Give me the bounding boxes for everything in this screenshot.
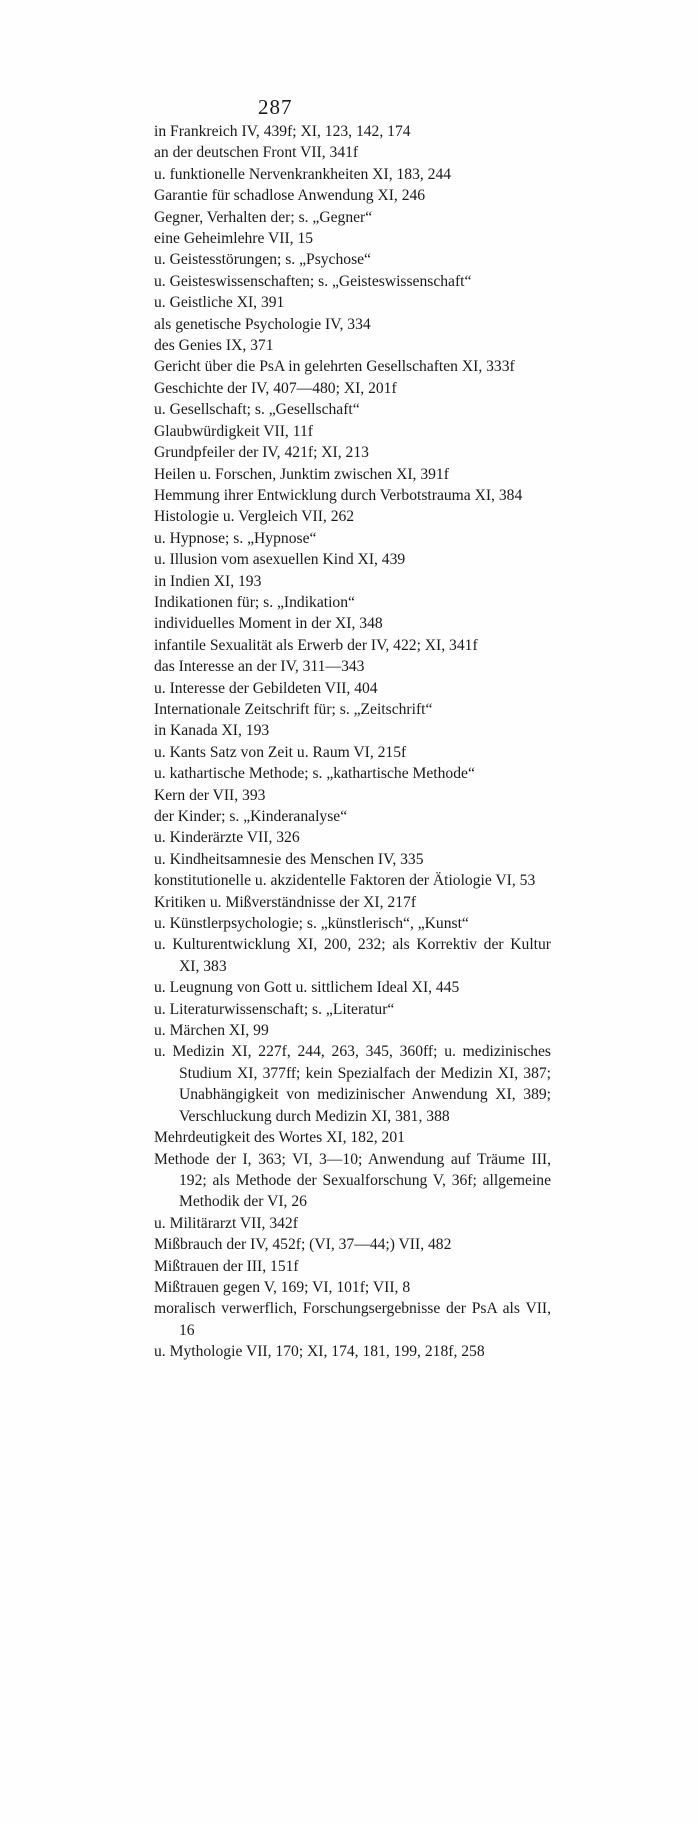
index-entry: u. funktionelle Nervenkrankheiten XI, 183, 244 <box>154 165 452 183</box>
page-number: 287 <box>258 95 293 119</box>
index-entry: Kritiken u. Mißverständnisse der XI, 217f <box>154 893 417 911</box>
index-entry: u. Kulturentwicklung XI, 200, 232; als Korrektiv der Kultur XI, 383 <box>154 936 551 975</box>
index-entry: u. Leugnung von Gott u. sittlichem Ideal XI, 445 <box>154 979 460 997</box>
index-entry: u. Interesse der Gebildeten VII, 404 <box>154 679 378 697</box>
index-entry: der Kinder; s. „Kinderanalyse“ <box>154 808 348 825</box>
index-entry: in Frankreich IV, 439f; XI, 123, 142, 174 <box>154 123 411 140</box>
index-entry: u. Geistesstörungen; s. „Psychose“ <box>154 251 371 269</box>
index-entry: u. Gesellschaft; s. „Gesellschaft“ <box>154 401 360 419</box>
index-entry: Kern der VII, 393 <box>154 786 266 804</box>
index-entry: Hemmung ihrer Entwicklung durch Verbotstrauma XI, 384 <box>154 486 523 504</box>
index-entry: Internationale Zeitschrift für; s. „Zeitschrift“ <box>154 700 433 718</box>
index-entry: Mißtrauen der III, 151f <box>154 1257 299 1275</box>
index-entry: u. kathartische Methode; s. „kathartische Methode“ <box>154 765 475 783</box>
index-entry: moralisch verwerflich, Forschungsergebnisse der PsA als VII, 16 <box>154 1300 551 1339</box>
index-entry: u. Illusion vom asexuellen Kind XI, 439 <box>154 551 406 569</box>
index-entry: Glaubwürdigkeit VII, 11f <box>154 422 313 440</box>
index-entry: konstitutionelle u. akzidentelle Faktoren der Ätiologie VI, 53 <box>154 872 536 890</box>
index-entry: Mehrdeutigkeit des Wortes XI, 182, 201 <box>154 1129 405 1147</box>
index-entry: u. Geistliche XI, 391 <box>154 294 285 312</box>
index-entry: u. Geisteswissenschaften; s. „Geisteswissenschaft“ <box>154 272 472 290</box>
index-entry: Grundpfeiler der IV, 421f; XI, 213 <box>154 444 369 462</box>
index-entry: an der deutschen Front VII, 341f <box>154 144 359 162</box>
index-entry: u. Mythologie VII, 170; XI, 174, 181, 199, 218f, 258 <box>154 1343 485 1361</box>
index-entry: eine Geheimlehre VII, 15 <box>154 230 314 248</box>
index-entries <box>154 121 551 1363</box>
index-entry: das Interesse an der IV, 311—343 <box>154 658 365 676</box>
index-entry: Mißbrauch der IV, 452f; (VI, 37—44;) VII, 482 <box>154 1236 452 1254</box>
index-entry: individuelles Moment in der XI, 348 <box>154 615 383 633</box>
index-entry: u. Kinderärzte VII, 326 <box>154 829 300 847</box>
index-entry: Heilen u. Forschen, Junktim zwischen XI, 391f <box>154 465 449 483</box>
index-entry: Garantie für schadlose Anwendung XI, 246 <box>154 187 426 205</box>
index-entry: Indikationen für; s. „Indikation“ <box>154 593 355 611</box>
index-entry: Geschichte der IV, 407—480; XI, 201f <box>154 379 397 397</box>
index-entry: Gericht über die PsA in gelehrten Gesellschaften XI, 333f <box>154 358 515 376</box>
index-entry: u. Märchen XI, 99 <box>154 1022 269 1040</box>
index-entry: Gegner, Verhalten der; s. „Gegner“ <box>154 208 373 226</box>
index-entry: u. Kindheitsamnesie des Menschen IV, 335 <box>154 850 424 868</box>
index-entry: Histologie u. Vergleich VII, 262 <box>154 508 355 526</box>
index-entry: Mißtrauen gegen V, 169; VI, 101f; VII, 8 <box>154 1278 411 1296</box>
index-entry: in Indien XI, 193 <box>154 572 262 590</box>
index-entry: des Genies IX, 371 <box>154 337 274 355</box>
index-entry: Methode der I, 363; VI, 3—10; Anwendung auf Träume III, 192; als Methode der Sexualforschung V, 36f; allgemeine Methodik der VI, 26 <box>154 1150 551 1211</box>
index-entry: als genetische Psychologie IV, 334 <box>154 315 371 333</box>
index-entry: u. Hypnose; s. „Hypnose“ <box>154 529 317 547</box>
index-entry: u. Militärarzt VII, 342f <box>154 1214 298 1232</box>
index-entry: u. Künstlerpsychologie; s. „künstlerisch“, „Kunst“ <box>154 915 469 933</box>
index-entry: in Kanada XI, 193 <box>154 722 270 740</box>
index-entry: u. Medizin XI, 227f, 244, 263, 345, 360ff; u. medizinisches Studium XI, 377ff; kein Spezialfach der Medizin XI, 387; Unabhängigkeit von medizinischer Anwendung XI, 389; Verschluckung durch Medizin XI, 381, 388 <box>154 1043 551 1125</box>
index-entry: u. Kants Satz von Zeit u. Raum VI, 215f <box>154 743 407 761</box>
index-entry: infantile Sexualität als Erwerb der IV, 422; XI, 341f <box>154 636 478 654</box>
index-entry: u. Literaturwissenschaft; s. „Literatur“ <box>154 1000 395 1018</box>
